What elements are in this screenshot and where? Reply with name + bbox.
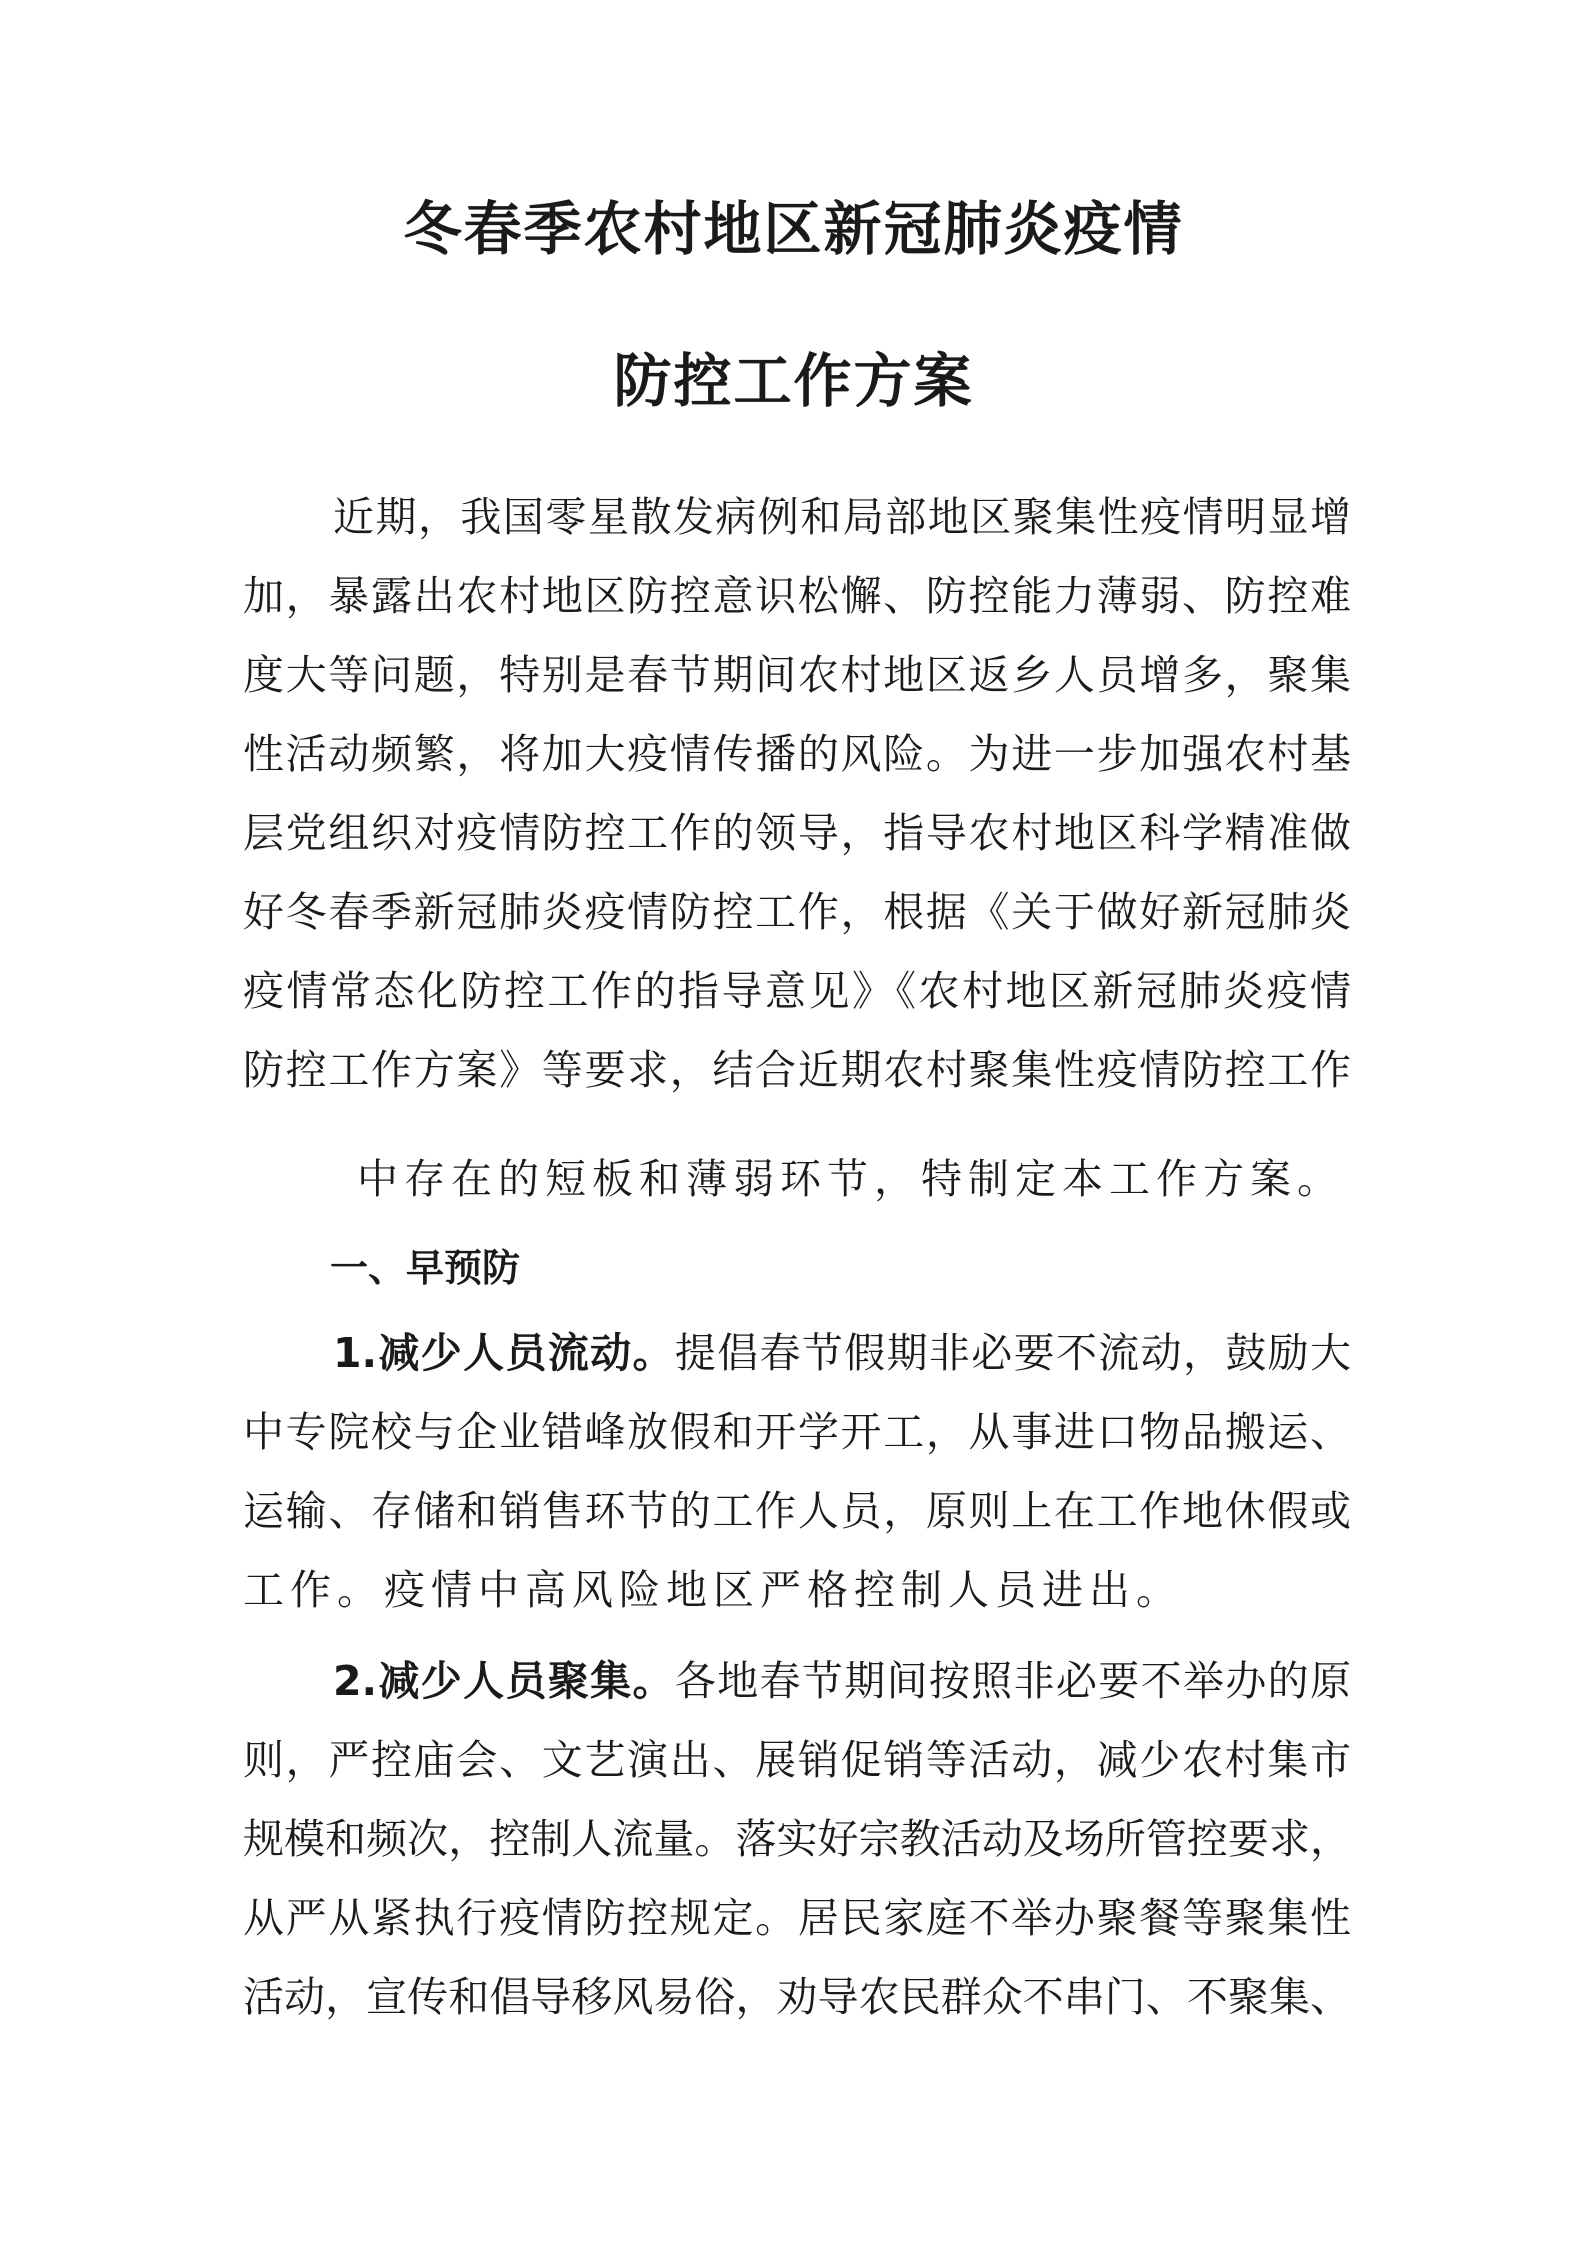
intro-line: 好冬春季新冠肺炎疫情防控工作，根据《关于做好新冠肺炎: [243, 888, 1351, 936]
intro-line: 防控工作方案》等要求，结合近期农村聚集性疫情防控工作: [243, 1046, 1351, 1094]
item2-line: 从严从紧执行疫情防控规定。居民家庭不举办聚餐等聚集性: [243, 1894, 1351, 1942]
item2-first-line-rest: 各地春节期间按照非必要不举办的原: [674, 1657, 1352, 1705]
document-title-line-2: 防控工作方案: [613, 347, 974, 415]
intro-line: 疫情常态化防控工作的指导意见》《农村地区新冠肺炎疫情: [243, 967, 1351, 1015]
item1-first-line-rest: 提倡春节假期非必要不流动，鼓励大: [674, 1329, 1352, 1377]
item1-line: 中专院校与企业错峰放假和开学开工，从事进口物品搬运、: [243, 1408, 1351, 1456]
intro-line: 加，暴露出农村地区防控意识松懈、防控能力薄弱、防控难: [243, 572, 1351, 620]
item1-line: 工作。疫情中高风险地区严格控制人员进出。: [243, 1566, 1183, 1614]
item1-line: 运输、存储和销售环节的工作人员，原则上在工作地休假或: [243, 1487, 1351, 1535]
document-title-line-1: 冬春季农村地区新冠肺炎疫情: [403, 195, 1184, 263]
item1-line: [333, 1329, 1352, 1377]
section-heading: 一、早预防: [330, 1246, 521, 1290]
item2-line: 活动，宣传和倡导移风易俗，劝导农民群众不串门、不聚集、: [243, 1973, 1351, 2021]
item2-line: [333, 1657, 1352, 1705]
item2-line: 则，严控庙会、文艺演出、展销促销等活动，减少农村集市: [243, 1736, 1351, 1784]
intro-line: 中存在的短板和薄弱环节，特制定本工作方案。: [357, 1155, 1344, 1203]
item2-line: 规模和频次，控制人流量。落实好宗教活动及场所管控要求，: [243, 1815, 1351, 1863]
intro-line: 近期，我国零星散发病例和局部地区聚集性疫情明显增: [333, 493, 1351, 541]
item2-lead: 2.减少人员聚集。: [333, 1657, 675, 1705]
intro-line: 层党组织对疫情防控工作的领导，指导农村地区科学精准做: [243, 809, 1351, 857]
intro-line: 性活动频繁，将加大疫情传播的风险。为进一步加强农村基: [243, 730, 1351, 778]
intro-line: 度大等问题，特别是春节期间农村地区返乡人员增多，聚集: [243, 651, 1351, 699]
item1-lead: 1.减少人员流动。: [333, 1329, 675, 1377]
